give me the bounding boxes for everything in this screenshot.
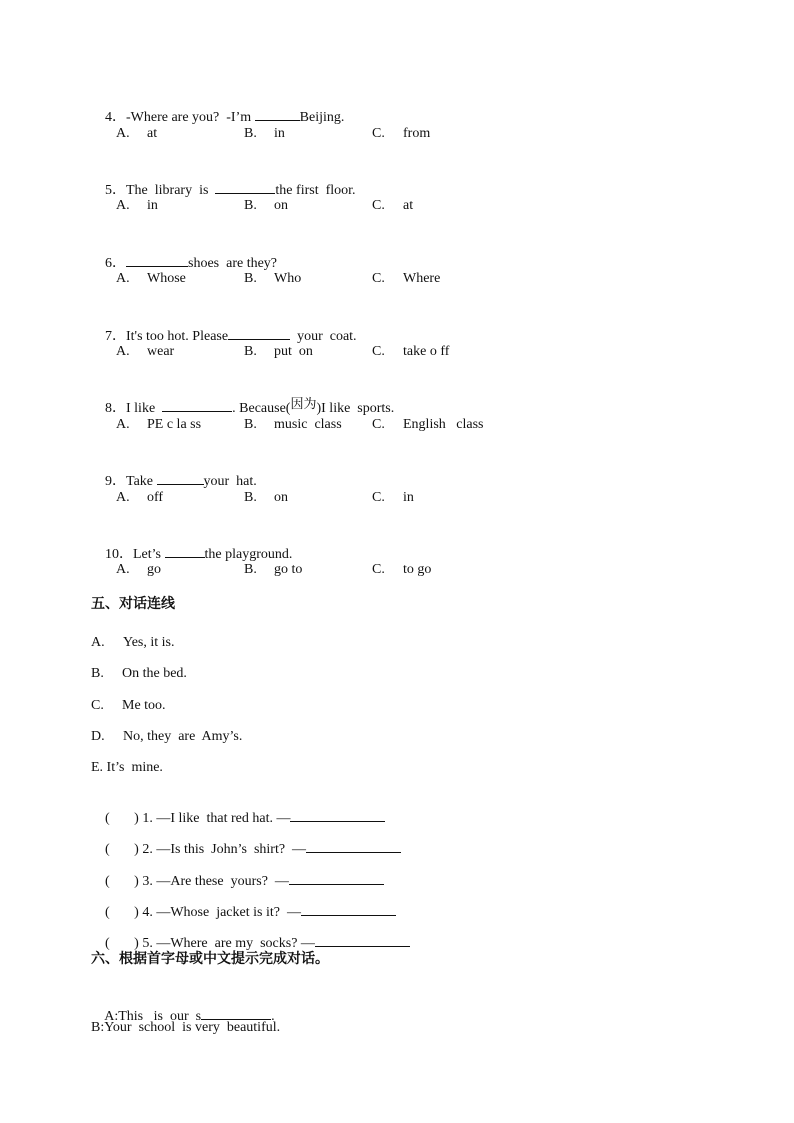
option-b-label: B.	[244, 126, 257, 141]
option-b-label: B.	[244, 417, 257, 432]
question-text: Let’s	[133, 547, 165, 562]
option-c-label: C.	[372, 417, 385, 432]
question-text: Beijing.	[299, 110, 345, 125]
question-number: 7．	[105, 329, 126, 344]
match-prompt: 2. —Is this John’s shirt? —	[138, 842, 307, 857]
option-c-text: take o ff	[403, 344, 450, 359]
option-c-label: C.	[372, 271, 385, 286]
option-c-text: to go	[403, 562, 432, 577]
option-a-label: A.	[116, 344, 130, 359]
answer-blank[interactable]	[290, 808, 385, 822]
option-b-text: on	[274, 490, 288, 505]
option-a-label: A.	[116, 417, 130, 432]
question-text: I like	[126, 401, 163, 416]
question-number: 8．	[105, 401, 126, 416]
option-b-text: go to	[274, 562, 303, 577]
option-a-text: at	[147, 126, 158, 141]
answer-blank[interactable]	[306, 839, 401, 853]
question-number: 5．	[105, 183, 126, 198]
option-b-label: B.	[244, 344, 257, 359]
answer-blank[interactable]	[157, 471, 204, 485]
option-c-text: from	[403, 126, 431, 141]
option-b-label: B.	[244, 562, 257, 577]
option-c-label: C.	[372, 344, 385, 359]
answer-paren[interactable]: ( )	[105, 874, 139, 889]
question-text: The library is	[126, 183, 216, 198]
chinese-hint: 因为	[290, 397, 317, 412]
question-text: It's too hot. Please	[126, 329, 229, 344]
question-text: Take	[126, 474, 157, 489]
answer-blank[interactable]	[126, 253, 188, 267]
option-c-text: in	[403, 490, 414, 505]
answer-letter: B.	[91, 666, 104, 681]
option-a-text: in	[147, 198, 158, 213]
option-b-label: B.	[244, 198, 257, 213]
dialogue-text: .	[271, 1009, 275, 1024]
answer-letter: A.	[91, 635, 105, 650]
answer-e: E. It’s mine.	[91, 760, 163, 775]
option-c-text: English class	[403, 417, 484, 432]
option-b-text: on	[274, 198, 288, 213]
question-text: shoes are they?	[188, 256, 278, 271]
question-text: the first floor.	[275, 183, 356, 198]
answer-blank[interactable]	[301, 902, 396, 916]
answer-blank[interactable]	[228, 326, 290, 340]
section-5-title: 五、对话连线	[91, 596, 175, 612]
answer-blank[interactable]	[165, 544, 205, 558]
match-prompt: 5. —Where are my socks? —	[138, 936, 315, 951]
option-a-text: PE c la ss	[147, 417, 202, 432]
question-number: 6．	[105, 256, 126, 271]
answer-text: Me too.	[122, 698, 166, 713]
answer-blank[interactable]	[162, 398, 232, 412]
section-6-title: 六、根据首字母或中文提示完成对话。	[91, 951, 329, 967]
match-prompt: 1. —I like that red hat. —	[138, 811, 291, 826]
answer-letter: D.	[91, 729, 105, 744]
option-a-label: A.	[116, 271, 130, 286]
option-a-label: A.	[116, 126, 130, 141]
question-text: . Because(	[232, 401, 291, 416]
question-text: the playground.	[204, 547, 293, 562]
answer-blank[interactable]	[215, 180, 275, 194]
match-prompt: 4. —Whose jacket is it? —	[138, 905, 301, 920]
option-a-text: off	[147, 490, 164, 505]
option-c-label: C.	[372, 490, 385, 505]
question-text: -Where are you? -I’m	[126, 110, 255, 125]
option-c-text: at	[403, 198, 414, 213]
option-c-text: Where	[403, 271, 441, 286]
question-text: )I like sports.	[316, 401, 395, 416]
answer-paren[interactable]: ( )	[105, 811, 139, 826]
option-c-label: C.	[372, 198, 385, 213]
question-text: your coat.	[290, 329, 357, 344]
option-a-label: A.	[116, 490, 130, 505]
answer-text: On the bed.	[122, 666, 187, 681]
answer-blank[interactable]	[315, 933, 410, 947]
question-number: 4．	[105, 110, 126, 125]
option-a-label: A.	[116, 198, 130, 213]
question-number: 10．	[105, 547, 133, 562]
answer-blank[interactable]	[255, 107, 300, 121]
question-text: your hat.	[203, 474, 257, 489]
question-number: 9．	[105, 474, 126, 489]
option-b-text: music class	[274, 417, 342, 432]
answer-letter: C.	[91, 698, 104, 713]
option-b-label: B.	[244, 490, 257, 505]
option-b-text: put on	[274, 344, 313, 359]
option-b-label: B.	[244, 271, 257, 286]
answer-paren[interactable]: ( )	[105, 936, 139, 951]
option-a-text: go	[147, 562, 161, 577]
option-a-label: A.	[116, 562, 130, 577]
answer-blank[interactable]	[289, 871, 384, 885]
option-b-text: Who	[274, 271, 302, 286]
option-a-text: Whose	[147, 271, 186, 286]
answer-text: Yes, it is.	[123, 635, 175, 650]
question-5	[91, 162, 356, 218]
answer-text: No, they are Amy’s.	[123, 729, 243, 744]
match-prompt: 3. —Are these yours? —	[138, 874, 289, 889]
question-8	[91, 380, 394, 436]
dialogue-text: A:This is our s	[104, 1009, 202, 1024]
option-b-text: in	[274, 126, 285, 141]
answer-paren[interactable]: ( )	[105, 905, 139, 920]
question-7	[91, 308, 357, 364]
dialogue-line-b: B:Your school is very beautiful.	[91, 1020, 281, 1035]
option-c-label: C.	[372, 126, 385, 141]
option-a-text: wear	[147, 344, 175, 359]
answer-blank[interactable]	[201, 1006, 271, 1020]
option-c-label: C.	[372, 562, 385, 577]
answer-paren[interactable]: ( )	[105, 842, 139, 857]
